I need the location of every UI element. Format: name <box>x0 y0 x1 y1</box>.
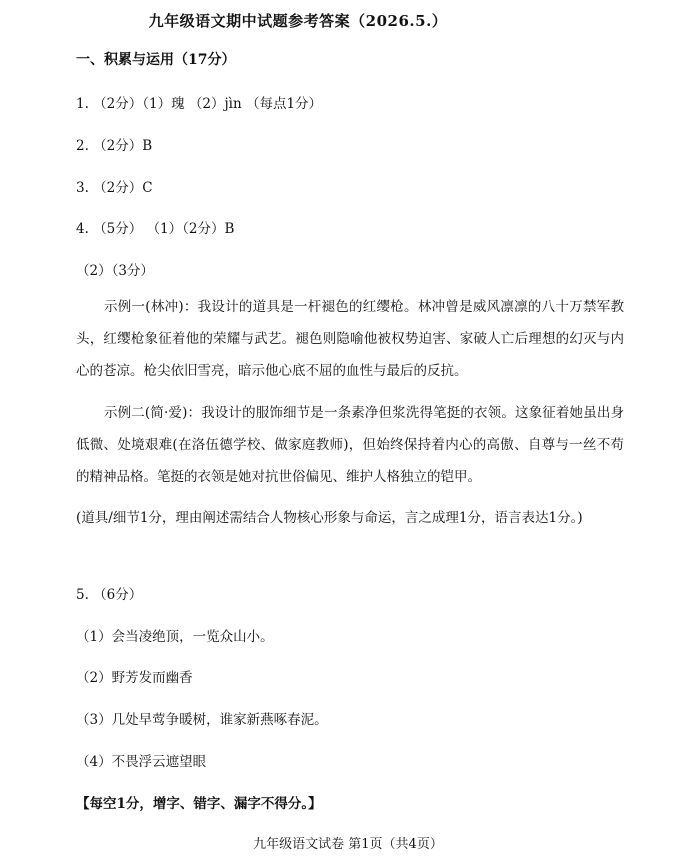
answer-q5: 5. （6分） <box>76 587 143 603</box>
answer-q4-part2: （2）（3分） <box>76 263 154 279</box>
answer-q5-part1: （1）会当凌绝顶，一览众山小。 <box>76 629 274 645</box>
example-answer-2: 示例二(简·爱)：我设计的服饰细节是一条素净但浆洗得笔挺的衣领。这象征着她虽出身低微、处境艰难(在洛伍德学校、做家庭教师)，但始终保持着内心的高傲、自尊与一丝不苟的精神品格。笔挺的衣领是她对抗世俗偏见、维护人格独立的铠甲。 <box>76 405 624 485</box>
answer-q5-part2: （2）野芳发而幽香 <box>76 670 193 686</box>
document-title: 九年级语文期中试题参考答案（2026.5.） <box>148 12 448 30</box>
section-title: 一、积累与运用（17分） <box>76 52 236 68</box>
answer-q4: 4. （5分） （1）（2分）B <box>76 221 235 237</box>
answer-q3: 3. （2分）C <box>76 180 153 196</box>
example-answer-1: 示例一(林冲)：我设计的道具是一杆褪色的红缨枪。林冲曾是威风凛凛的八十万禁军教头，红缨枪象征着他的荣耀与武艺。褪色则隐喻他被权势迫害、家破人亡后理想的幻灭与内心的苍凉。枪尖依旧雪亮，暗示他心底不屈的血性与最后的反抗。 <box>76 299 624 379</box>
answer-q5-part4: （4）不畏浮云遮望眼 <box>76 754 207 770</box>
scoring-note: (道具/细节1分，理由阐述需结合人物核心形象与命运，言之成理1分，语言表达1分。) <box>76 510 583 526</box>
answer-q1: 1. （2分）（1）瑰 （2）jìn （每点1分） <box>76 96 323 112</box>
answer-q5-part3: （3）几处早莺争暖树，谁家新燕啄春泥。 <box>76 712 328 728</box>
answer-q2: 2. （2分）B <box>76 138 153 154</box>
q5-scoring-note: 【每空1分，增字、错字、漏字不得分。】 <box>76 796 322 812</box>
page-footer: 九年级语文试卷 第1页（共4页） <box>253 837 443 852</box>
